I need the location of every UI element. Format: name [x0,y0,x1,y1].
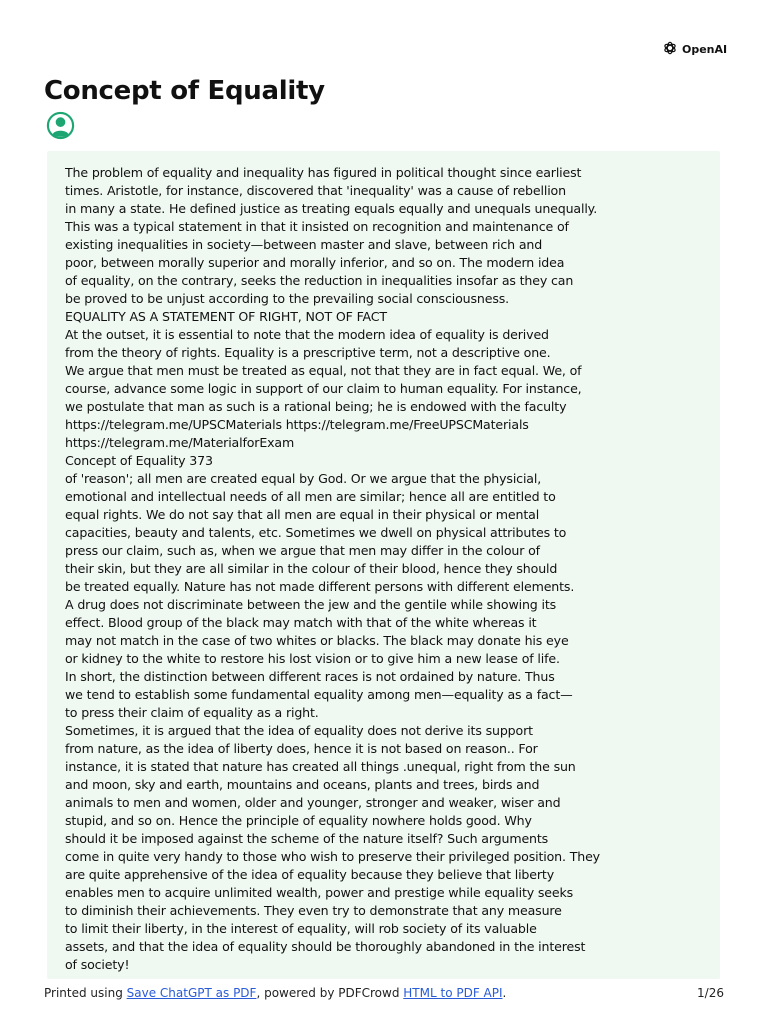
footer-suffix: . [502,986,507,1000]
text-line: This was a typical statement in that it insisted on recognition and maintenance of [65,219,569,234]
text-line: come in quite very handy to those who wish to preserve their privileged position. They [65,849,600,864]
text-line: At the outset, it is essential to note that the modern idea of equality is derived [65,327,549,342]
text-line: animals to men and women, older and younger, stronger and weaker, wiser and [65,795,561,810]
footer [44,986,724,1000]
text-line: EQUALITY AS A STATEMENT OF RIGHT, NOT OF FACT [65,309,387,324]
text-line: or kidney to the white to restore his lost vision or to give him a new lease of life. [65,651,560,666]
text-line: be treated equally. Nature has not made different persons with different elements. [65,579,575,594]
save-chatgpt-pdf-link[interactable]: Save ChatGPT as PDF [126,986,257,1000]
text-line: and moon, sky and earth, mountains and oceans, plants and trees, birds and [65,777,540,792]
text-line: may not match in the case of two whites or blacks. The black may donate his eye [65,633,569,648]
text-line: In short, the distinction between different races is not ordained by nature. Thus [65,669,555,684]
text-line: effect. Blood group of the black may match with that of the white whereas it [65,615,537,630]
text-line: https://telegram.me/UPSCMaterials https://telegram.me/FreeUPSCMaterials [65,417,529,432]
brand-label: OpenAI [682,43,728,56]
text-line: course, advance some logic in support of our claim to human equality. For instance, [65,381,582,396]
text-line: from nature, as the idea of liberty does, hence it is not based on reason.. For [65,741,538,756]
text-line: stupid, and so on. Hence the principle of equality nowhere holds good. Why [65,813,532,828]
text-line: we postulate that man as such is a rational being; he is endowed with the faculty [65,399,567,414]
text-line: assets, and that the idea of equality should be thoroughly abandoned in the interest [65,939,586,954]
text-line: The problem of equality and inequality has figured in political thought since earliest [65,165,582,180]
text-line: their skin, but they are all similar in the colour of their blood, hence they should [65,561,558,576]
text-line: poor, between morally superior and morally inferior, and so on. The modern idea [65,255,565,270]
text-line: equal rights. We do not say that all men are equal in their physical or mental [65,507,540,522]
text-line: emotional and intellectual needs of all men are similar; hence all are entitled to [65,489,556,504]
brand [662,40,727,59]
text-line: are quite apprehensive of the idea of equality because they believe that liberty [65,867,554,882]
html-to-pdf-api-link[interactable]: HTML to PDF API [403,986,503,1000]
text-line: A drug does not discriminate between the jew and the gentile while showing its [65,597,557,612]
footer-prefix: Printed using [44,986,127,1000]
text-line: press our claim, such as, when we argue that men may differ in the colour of [65,543,540,558]
message-body [47,151,720,979]
text-line: should it be imposed against the scheme of the nature itself? Such arguments [65,831,549,846]
text-line: from the theory of rights. Equality is a prescriptive term, not a descriptive one. [65,345,551,360]
page-number: 1/26 [697,986,724,1000]
text-line: Sometimes, it is argued that the idea of equality does not derive its support [65,723,533,738]
text-line: to limit their liberty, in the interest of equality, will rob society of its valuable [65,921,537,936]
text-line: in many a state. He defined justice as treating equals equally and unequals unequally. [65,201,598,216]
text-line: to press their claim of equality as a right. [65,705,319,720]
user-avatar-icon [46,111,75,140]
text-line: of society! [65,957,130,972]
text-line: existing inequalities in society—between master and slave, between rich and [65,237,543,252]
text-line: capacities, beauty and talents, etc. Sometimes we dwell on physical attributes to [65,525,567,540]
text-line: of equality, on the contrary, seeks the reduction in inequalities insofar as they can [65,273,574,288]
text-line: instance, it is stated that nature has created all things .unequal, right from the sun [65,759,576,774]
text-line: We argue that men must be treated as equal, not that they are in fact equal. We, of [65,363,582,378]
text-line: to diminish their achievements. They even try to demonstrate that any measure [65,903,562,918]
text-line: be proved to be unjust according to the prevailing social consciousness. [65,291,509,306]
footer-middle: , powered by PDFCrowd [256,986,404,1000]
text-line: times. Aristotle, for instance, discovered that 'inequality' was a cause of rebellion [65,183,566,198]
text-line: we tend to establish some fundamental equality among men—equality as a fact— [65,687,573,702]
text-line: enables men to acquire unlimited wealth, power and prestige while equality seeks [65,885,574,900]
text-line: Concept of Equality 373 [65,453,213,468]
openai-logo-icon [662,40,678,59]
text-line: of 'reason'; all men are created equal by God. Or we argue that the physicial, [65,471,542,486]
text-line: https://telegram.me/MaterialforExam [65,435,295,450]
page-title: Concept of Equality [44,76,325,106]
